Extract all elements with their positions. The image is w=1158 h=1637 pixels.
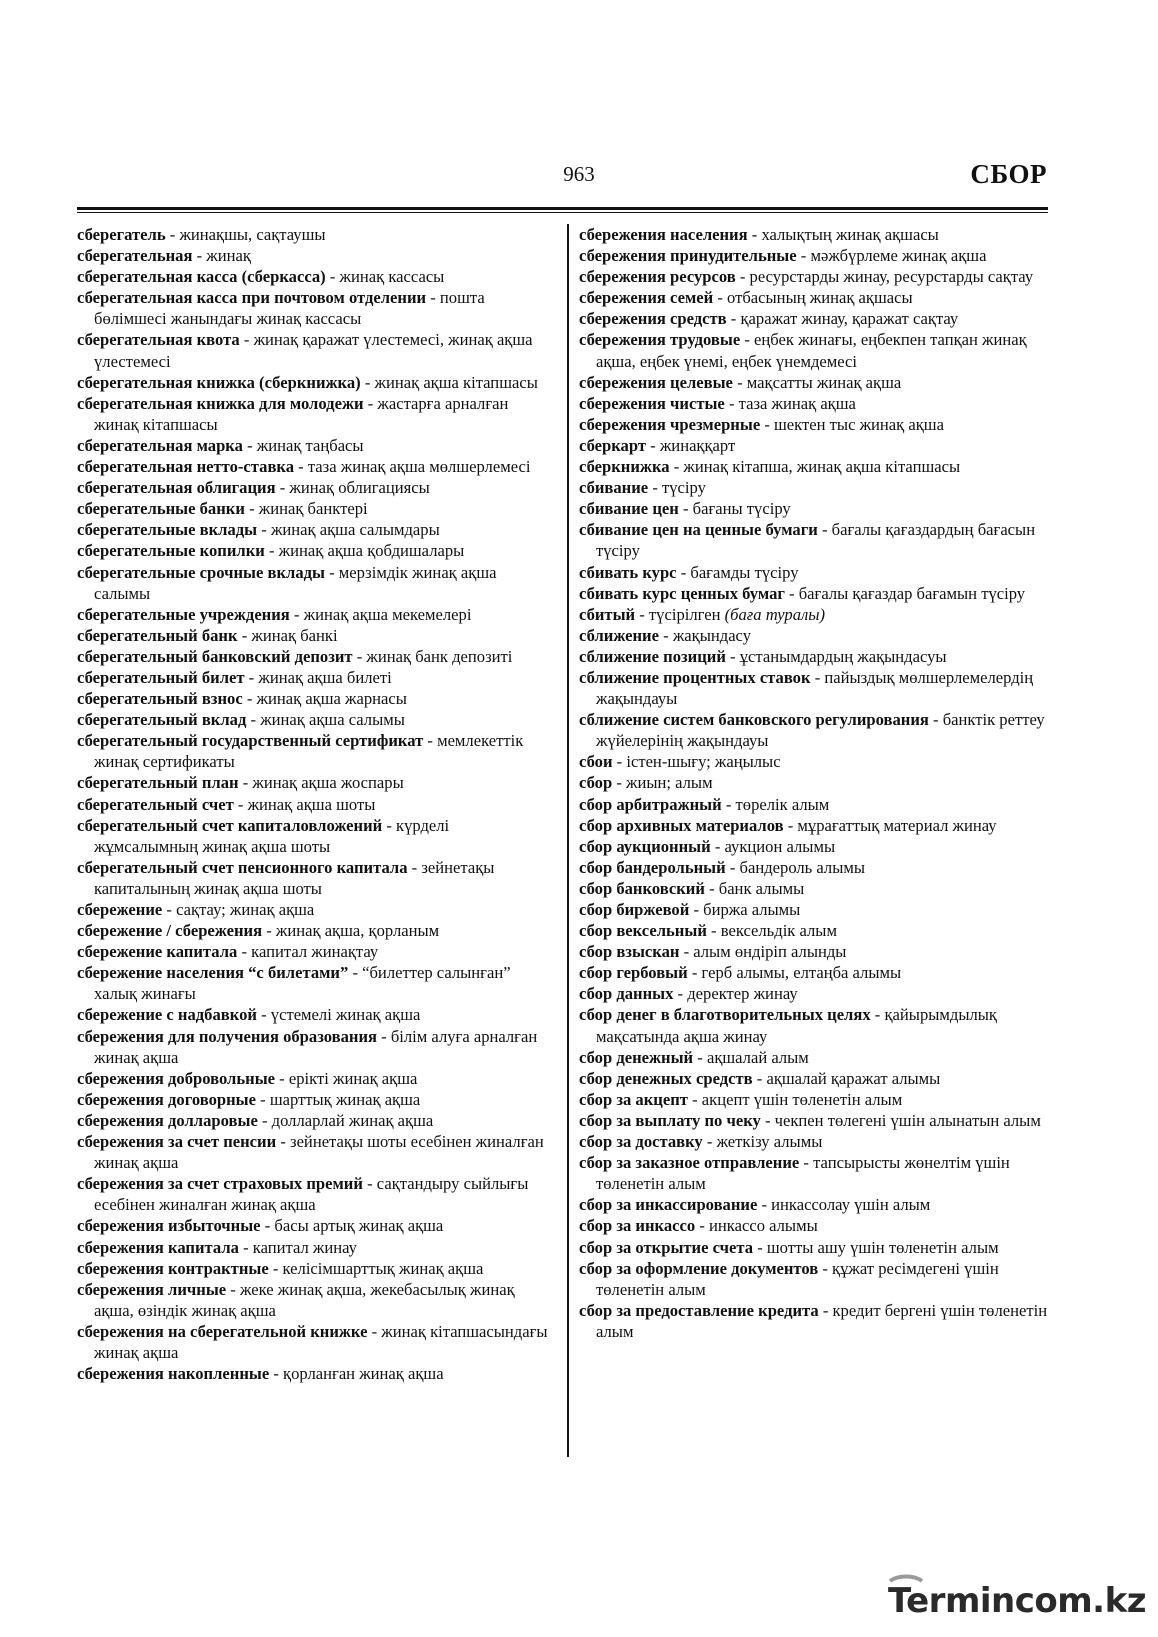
dictionary-entry: сберкнижка - жинақ кітапша, жинақ ақша кітапшасы [579,457,961,477]
right-column [579,224,1049,1342]
dictionary-entry: сбои - істен-шығу; жаңылыс [579,752,781,772]
entry-term: сберегательный вклад [77,710,247,730]
dictionary-entry: сберегательный билет - жинақ ақша билеті [77,667,392,687]
entry-definition: жинақ ақша салымдары [270,520,440,540]
entry-term: сберкарт [579,435,647,455]
entry-term: сбережения контрактные [77,1258,269,1278]
dictionary-entry: сбор за акцепт - акцепт үшін төленетін алым [579,1089,903,1109]
entry-definition: банктік реттеу жүйелерінің жақындауы [596,710,1045,751]
entry-definition: білім алуға арналған жинақ ақша [94,1026,538,1067]
entry-term: сбережения избыточные [77,1216,261,1236]
entry-definition: мемлекеттік жинақ сертификаты [94,731,524,772]
dictionary-entry: сбор за инкассо - инкассо алымы [579,1216,818,1236]
dictionary-entry: сбережения добровольные - ерікті жинақ ақша [77,1068,418,1088]
entry-definition: банк алымы [718,878,805,898]
entry-definition: шотты ашу үшін төленетін алым [766,1237,999,1257]
dictionary-entry: сближение систем банковского регулирования - банктік реттеу жүйелерінің жақындауы [579,710,1045,751]
dictionary-entry: сбор денежных средств - ақшалай қаражат алымы [579,1068,941,1088]
dictionary-entry: сбор гербовый - герб алымы, елтаңба алымы [579,963,902,983]
entry-definition: басы артық жинақ ақша [274,1216,444,1236]
entry-definition: түсіру [662,478,706,498]
entry-note: (баға туралы) [724,604,826,624]
dictionary-entry: сберегательный счет капиталовложений - күрделі жұмсалымның жинақ ақша шоты [77,815,450,856]
entry-definition: кредит бергені үшін төленетін алым [596,1300,1048,1341]
entry-definition: жинақ ақша жоспары [252,773,404,793]
entry-term: сбор за оформление документов [579,1258,819,1278]
entry-definition: күрделі жұмсалымның жинақ ақша шоты [94,815,450,856]
entry-term: сбор за предоставление кредита [579,1300,819,1320]
entry-term: сбитый [579,604,636,624]
entry-definition: жинақ кассасы [339,267,445,287]
entry-term: сбережения капитала [77,1237,239,1257]
dictionary-entry: сбор за инкассирование - инкассолау үшін алым [579,1195,931,1215]
entry-definition: қорланған жинақ ақша [283,1364,444,1384]
entry-term: сбережения за счет пенсии [77,1132,277,1152]
dictionary-entry: сбитый - түсірілген (баға туралы) [579,604,826,624]
entry-term: сбережение населения “с билетами” [77,963,349,983]
dictionary-entry: сберегательная нетто-ставка - таза жинақ ақша мөлшерлемесі [77,457,531,477]
dictionary-entry: сбор биржевой - биржа алымы [579,900,801,919]
entry-term: сберегательная касса при почтовом отделении [77,288,427,308]
entry-term: сбор банковский [579,878,705,898]
entry-definition: үстемелі жинақ ақша [270,1005,421,1025]
dictionary-entry: сбор - жиын; алым [579,773,713,793]
dictionary-entry: сбережение / сбережения - жинақ ақша, қорланым [77,921,440,941]
entry-term: сбивание цен [579,499,679,519]
entry-definition: түсірілген [648,604,721,624]
entry-term: сбор за инкассирование [579,1195,758,1215]
dictionary-entry: сбережения за счет пенсии - зейнетақы шоты есебінен жиналған жинақ ақша [77,1132,544,1173]
dictionary-entry: сбережения договорные - шарттық жинақ ақша [77,1089,421,1109]
page-number: 963 [563,162,595,186]
entry-definition: пошта бөлімшесі жанындағы жинақ кассасы [94,288,485,329]
entry-definition: жеке жинақ ақша, жекебасылық жинақ ақша, өзіндік жинақ ақша [94,1279,515,1320]
dictionary-entry: сбивание - түсіру [579,478,706,498]
entry-definition: құжат ресімдегені үшін төленетін алым [596,1258,999,1299]
entry-term: сберегательный банк [77,625,238,645]
entry-term: сближение позиций [579,646,726,666]
entry-definition: тапсырысты жөнелтім үшін төленетін алым [596,1153,1010,1194]
dictionary-entry: сберегатель - жинақшы, сақтаушы [77,225,326,244]
entry-term: сбивать курс ценных бумаг [579,583,785,603]
entry-definition: капитал жинақтау [251,942,379,962]
dictionary-entry: сбережения трудовые - еңбек жинағы, еңбекпен тапқан жинақ ақша, еңбек үнемі, еңбек үнемдемесі [579,330,1027,371]
dictionary-entry: сберегательная книжка для молодежи - жастарға арналған жинақ кітапшасы [77,393,509,434]
dictionary-entry: сбережения семей - отбасының жинақ ақшасы [579,288,913,308]
dictionary-entry: сбор за доставку - жеткізу алымы [579,1132,823,1152]
dictionary-entry: сбивать курс ценных бумаг - бағалы қағаздар бағамын түсіру [579,583,1026,603]
dictionary-entry: сберегательный план - жинақ ақша жоспары [77,773,404,793]
entry-definition: жинақ ақша кітапшасы [374,372,538,392]
entry-term: сбережения населения [579,225,748,244]
dictionary-entry: сберегательная облигация - жинақ облигациясы [77,478,430,498]
entry-term: сближение [579,625,659,645]
entry-definition: бағалы қағаздар бағамын түсіру [798,583,1026,603]
dictionary-entry: сберегательная квота - жинақ қаражат үлестемесі, жинақ ақша үлестемесі [77,330,533,371]
dictionary-entry: сберкарт - жинаққарт [579,435,736,455]
header-rule-thin [77,212,1048,213]
dictionary-entry: сбережение с надбавкой - үстемелі жинақ ақша [77,1005,421,1025]
entry-term: сбор [579,773,613,793]
entry-definition: долларлай жинақ ақша [271,1110,434,1130]
entry-definition: қаражат жинау, қаражат сақтау [740,309,959,329]
entry-term: сбережения личные [77,1279,227,1299]
entry-term: сбережения ресурсов [579,267,736,287]
entry-term: сберегательный взнос [77,689,243,709]
entry-term: сберегательный банковский депозит [77,646,353,666]
entry-term: сберкнижка [579,457,670,477]
entry-term: сбор за заказное отправление [579,1153,800,1173]
dictionary-entry: сберегательный банковский депозит - жинақ банк депозиті [77,646,513,666]
entry-term: сбор биржевой [579,900,690,919]
entry-term: сбор архивных материалов [579,815,784,835]
entry-term: сбор вексельный [579,921,707,941]
entry-definition: чекпен төлегені үшін алынатын алым [774,1110,1041,1130]
dictionary-entry: сберегательные срочные вклады - мерзімдік жинақ ақша салымы [77,562,497,603]
dictionary-entry: сбережения накопленные - қорланған жинақ ақша [77,1364,444,1384]
entry-definition: таза жинақ ақша мөлшерлемесі [307,457,531,477]
entry-definition: жастарға арналған жинақ кітапшасы [94,393,509,434]
dictionary-entry: сбор за предоставление кредита - кредит бергені үшін төленетін алым [579,1300,1048,1341]
entry-definition: инкассо алымы [709,1216,818,1236]
entry-definition: бандероль алымы [739,857,865,877]
dictionary-entry: сбор банковский - банк алымы [579,878,805,898]
entry-definition: шектен тыс жинақ ақша [774,414,944,434]
entry-definition: жақындасу [672,625,752,645]
entry-term: сберегательный счет капиталовложений [77,815,383,835]
entry-definition: жинақ қаражат үлестемесі, жинақ ақша үлестемесі [94,330,533,371]
entry-term: сбор аукционный [579,836,711,856]
dictionary-entry: сбережения принудительные - мәжбүрлеме жинақ ақша [579,246,987,266]
dictionary-entry: сберегательные учреждения - жинақ ақша мекемелері [77,604,472,624]
entry-definition: жинақ [206,246,251,266]
dictionary-entry: сбережения капитала - капитал жинау [77,1237,357,1257]
dictionary-entry: сбивание цен на ценные бумаги - бағалы қағаздардың бағасын түсіру [579,520,1036,561]
entry-definition: ақшалай алым [706,1047,809,1067]
entry-term: сбои [579,752,613,772]
entry-definition: халықтың жинақ ақшасы [761,225,939,244]
dictionary-entry: сбережения личные - жеке жинақ ақша, жекебасылық жинақ ақша, өзіндік жинақ ақша [77,1279,515,1320]
entry-definition: отбасының жинақ ақшасы [727,288,913,308]
entry-term: сбережения долларовые [77,1110,258,1130]
entry-definition: ресурстарды жинау, ресурстарды сақтау [749,267,1034,287]
entry-term: сберегательные копилки [77,541,265,561]
column-divider [567,224,569,1457]
entry-definition: зейнетақы капиталының жинақ ақша шоты [94,857,495,898]
dictionary-entry: сбор вексельный - вексельдік алым [579,921,837,941]
entry-definition: пайыздық мөлшерлемелердің жақындауы [596,667,1034,709]
entry-term: сберегательные банки [77,499,245,519]
header-rule-thick [77,207,1048,210]
entry-term: сберегательный государственный сертификат [77,731,424,751]
dictionary-entry: сбережение - сақтау; жинақ ақша [77,900,315,919]
entry-term: сберегательная касса (сберкасса) [77,267,326,287]
dictionary-entry: сбережения чистые - таза жинақ ақша [579,393,856,413]
entry-definition: бағамды түсіру [690,562,799,582]
entry-definition: инкассолау үшін алым [771,1195,931,1215]
dictionary-entry: сбережения долларовые - долларлай жинақ ақша [77,1110,434,1130]
entry-definition: жинақ ақша салымы [260,710,405,730]
dictionary-entry: сберегательный счет пенсионного капитала - зейнетақы капиталының жинақ ақша шоты [77,857,495,898]
entry-term: сбережения на сберегательной книжке [77,1321,368,1341]
entry-term: сберегатель [77,225,166,244]
entry-term: сбивание [579,478,649,498]
entry-definition: қайырымдылық мақсатында ақша жинау [596,1005,997,1046]
entry-definition: жинақ ақша қобдишалары [278,541,465,561]
entry-definition: жинақшы, сақтаушы [179,225,326,244]
entry-term: сближение процентных ставок [579,667,811,687]
entry-definition: жинақ ақша билеті [258,667,392,687]
entry-definition: таза жинақ ақша [738,393,856,413]
entry-term: сбережения целевые [579,372,733,392]
entry-definition: жинақ облигациясы [289,478,430,498]
entry-term: сберегательный счет [77,794,234,814]
dictionary-entry: сбор за заказное отправление - тапсырысты жөнелтім үшін төленетін алым [579,1153,1010,1194]
dictionary-entry: сберегательный вклад - жинақ ақша салымы [77,710,405,730]
entry-term: сбор за открытие счета [579,1237,754,1257]
entry-definition: бағалы қағаздардың бағасын түсіру [596,520,1036,561]
dictionary-entry: сбережения для получения образования - білім алуға арналған жинақ ақша [77,1026,538,1067]
entry-term: сберегательная квота [77,330,240,350]
dictionary-entry: сберегательный счет - жинақ ақша шоты [77,794,376,814]
entry-definition: жиын; алым [626,773,713,793]
dictionary-entry: сбережения ресурсов - ресурстарды жинау, ресурстарды сақтау [579,267,1034,287]
entry-term: сбережения чистые [579,393,725,413]
entry-term: сбережение / сбережения [77,921,263,941]
entry-term: сберегательная книжка (сберкнижка) [77,372,361,392]
entry-definition: еңбек жинағы, еңбекпен тапқан жинақ ақша, еңбек үнемі, еңбек үнемдемесі [596,330,1027,371]
entry-definition: жинақ банктері [258,499,368,519]
entry-term: сберегательные учреждения [77,604,290,624]
entry-definition: ақшалай қаражат алымы [766,1068,941,1088]
dictionary-entry: сбор за выплату по чеку - чекпен төлегені үшін алынатын алым [579,1110,1041,1130]
entry-definition: капитал жинау [252,1237,357,1257]
dictionary-entry: сбивание цен - бағаны түсіру [579,499,791,519]
dictionary-entry: сберегательная - жинақ [77,246,251,266]
entry-definition: сақтандыру сыйлығы есебінен жиналған жинақ ақша [94,1174,529,1215]
entry-term: сбережения для получения образования [77,1026,378,1046]
dictionary-entry: сбережения населения - халықтың жинақ ақшасы [579,225,939,244]
entry-term: сбор бандерольный [579,857,726,877]
entry-definition: жинақ ақша шоты [247,794,376,814]
entry-term: сбор денежный [579,1047,694,1067]
entry-term: сбор взыскан [579,942,680,962]
entry-term: сберегательная [77,246,193,266]
entry-term: сбережения добровольные [77,1068,276,1088]
dictionary-entry: сберегательные вклады - жинақ ақша салымдары [77,520,440,540]
dictionary-entry: сбор бандерольный - бандероль алымы [579,857,865,877]
logo-text: Termincom.kz [887,1581,1146,1621]
dictionary-entry: сберегательный государственный сертификат - мемлекеттік жинақ сертификаты [77,731,524,772]
entry-term: сбережения трудовые [579,330,741,350]
entry-definition: жинақ банк депозиті [366,646,513,666]
entry-term: сбор гербовый [579,963,688,983]
dictionary-entry: сбережения за счет страховых премий - сақтандыру сыйлығы есебінен жиналған жинақ ақша [77,1174,529,1215]
entry-term: сбор за инкассо [579,1216,696,1236]
entry-term: сбор за выплату по чеку [579,1110,761,1130]
entry-definition: жинақ банкі [251,625,338,645]
dictionary-entry: сбор арбитражный - төрелік алым [579,794,830,814]
entry-term: сбор арбитражный [579,794,722,814]
entry-definition: зейнетақы шоты есебінен жиналған жинақ ақша [94,1132,544,1173]
dictionary-entry: сбережения контрактные - келісімшарттық жинақ ақша [77,1258,484,1278]
entry-term: сбивание цен на ценные бумаги [579,520,818,540]
entry-definition: жинақ ақша мекемелері [303,604,472,624]
entry-definition: төрелік алым [735,794,830,814]
entry-term: сберегательный счет пенсионного капитала [77,857,408,877]
entry-term: сбережения принудительные [579,246,797,266]
entry-term: сбережение капитала [77,942,238,962]
entry-term: сберегательная марка [77,435,243,455]
entry-term: сбережения договорные [77,1089,256,1109]
dictionary-entry: сближение процентных ставок - пайыздық мөлшерлемелердің жақындауы [579,667,1034,709]
entry-definition: мерзімдік жинақ ақша салымы [94,562,497,603]
dictionary-entry: сбережения избыточные - басы артық жинақ ақша [77,1216,444,1236]
entry-definition: вексельдік алым [720,921,837,941]
entry-definition: мақсатты жинақ ақша [746,372,902,392]
dictionary-entry: сближение позиций - ұстанымдардың жақындасуы [579,646,947,666]
dictionary-entry: сберегательные банки - жинақ банктері [77,499,368,519]
entry-term: сберегательный план [77,773,239,793]
entry-definition: жинақ ақша жарнасы [256,689,407,709]
entry-definition: шарттық жинақ ақша [269,1089,421,1109]
logo-swoosh-icon [884,1571,924,1627]
entry-definition: сақтау; жинақ ақша [176,900,315,919]
entry-term: сбережения семей [579,288,714,308]
dictionary-entry: сбор за оформление документов - құжат ресімдегені үшін төленетін алым [579,1258,999,1299]
entry-term: сберегательная нетто-ставка [77,457,295,477]
dictionary-entry: сбор денежный - ақшалай алым [579,1047,809,1067]
dictionary-entry: сберегательная касса (сберкасса) - жинақ кассасы [77,267,445,287]
entry-term: сбережение [77,900,163,919]
entry-term: сберегательный билет [77,667,245,687]
dictionary-entry: сбор денег в благотворительных целях - қайырымдылық мақсатында ақша жинау [579,1005,997,1046]
dictionary-entry: сбор данных - деректер жинау [579,984,798,1004]
entry-definition: акцепт үшін төленетін алым [701,1089,903,1109]
dictionary-entry: сбережение населения “с билетами” - “билеттер салынған” халық жинағы [77,963,511,1004]
dictionary-entry: сберегательный взнос - жинақ ақша жарнасы [77,689,407,709]
entry-definition: жинақ кітапшасындағы жинақ ақша [94,1321,548,1362]
entry-term: сбор денежных средств [579,1068,753,1088]
dictionary-entry: сберегательные копилки - жинақ ақша қобдишалары [77,541,465,561]
termincom-logo [888,1579,1146,1623]
entry-definition: мәжбүрлеме жинақ ақша [810,246,987,266]
entry-term: сбор за акцепт [579,1089,688,1109]
dictionary-entry: сближение - жақындасу [579,625,752,645]
entry-definition: алым өндіріп алынды [693,942,847,962]
dictionary-entry: сберегательная касса при почтовом отделении - пошта бөлімшесі жанындағы жинақ кассасы [77,288,485,329]
entry-term: сберегательные вклады [77,520,258,540]
entry-term: сближение систем банковского регулирования [579,710,929,730]
entry-definition: ұстанымдардың жақындасуы [739,646,947,666]
entry-definition: келісімшарттық жинақ ақша [282,1258,484,1278]
dictionary-entry: сбережения целевые - мақсатты жинақ ақша [579,372,902,392]
dictionary-entry: сбережения средств - қаражат жинау, қаражат сақтау [579,309,959,329]
dictionary-entry: сбережения чрезмерные - шектен тыс жинақ ақша [579,414,944,434]
entry-definition: “билеттер салынған” халық жинағы [94,963,511,1004]
entry-term: сбор данных [579,984,674,1004]
dictionary-entry: сберегательная марка - жинақ таңбасы [77,435,364,455]
entry-definition: аукцион алымы [724,836,836,856]
entry-definition: мұрағаттық материал жинау [797,815,997,835]
dictionary-entry: сберегательная книжка (сберкнижка) - жинақ ақша кітапшасы [77,372,538,392]
dictionary-entry: сбор за открытие счета - шотты ашу үшін төленетін алым [579,1237,999,1257]
entry-definition: жинақ таңбасы [256,435,364,455]
dictionary-entry: сбережение капитала - капитал жинақтау [77,942,379,962]
entry-definition: деректер жинау [687,984,798,1004]
dictionary-entry: сбор аукционный - аукцион алымы [579,836,836,856]
entry-definition: биржа алымы [703,900,801,919]
dictionary-entry: сберегательный банк - жинақ банкі [77,625,338,645]
entry-term: сбивать курс [579,562,677,582]
entry-definition: жинаққарт [659,435,736,455]
entry-term: сберегательная книжка для молодежи [77,393,364,413]
left-column [77,224,554,1384]
entry-term: сбережения накопленные [77,1364,270,1384]
entry-definition: ерікті жинақ ақша [288,1068,418,1088]
entry-definition: жинақ ақша, қорланым [275,921,440,941]
entry-term: сбережения средств [579,309,727,329]
dictionary-entry: сбор взыскан - алым өндіріп алынды [579,942,847,962]
entry-term: сбережения чрезмерные [579,414,761,434]
entry-term: сбережения за счет страховых премий [77,1174,363,1194]
entry-definition: істен-шығу; жаңылыс [626,752,781,772]
entry-definition: бағаны түсіру [692,499,791,519]
dictionary-entry: сбережения на сберегательной книжке - жинақ кітапшасындағы жинақ ақша [77,1321,548,1362]
entry-definition: герб алымы, елтаңба алымы [701,963,902,983]
running-head: СБОР [970,159,1047,189]
entry-term: сбор за доставку [579,1132,703,1152]
entry-term: сберегательные срочные вклады [77,562,325,582]
entry-term: сберегательная облигация [77,478,276,498]
entry-definition: жинақ кітапша, жинақ ақша кітапшасы [683,457,961,477]
entry-definition: жеткізу алымы [716,1132,823,1152]
entry-term: сбережение с надбавкой [77,1005,257,1025]
entry-term: сбор денег в благотворительных целях [579,1005,871,1025]
dictionary-entry: сбор архивных материалов - мұрағаттық материал жинау [579,815,997,835]
dictionary-entry: сбивать курс - бағамды түсіру [579,562,799,582]
